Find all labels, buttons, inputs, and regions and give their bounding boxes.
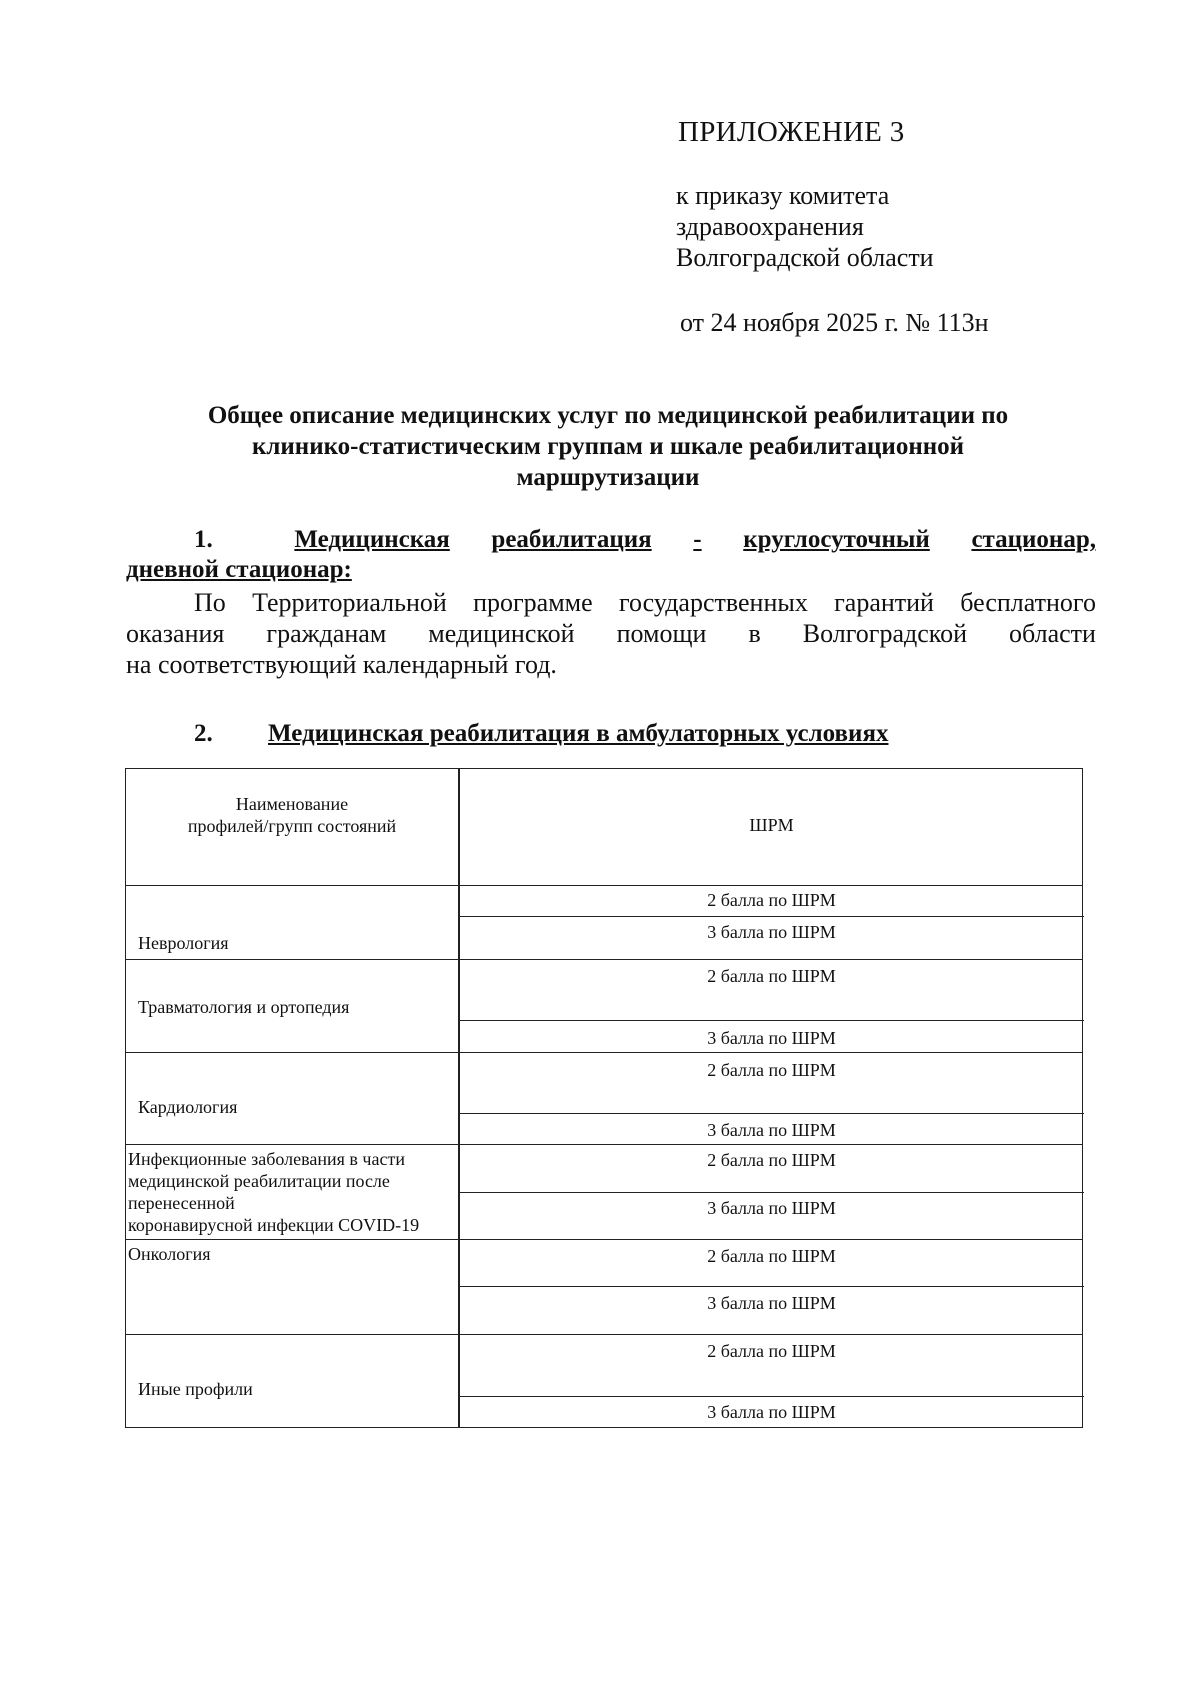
group-name-line: Инфекционные заболевания в части [128,1149,405,1169]
row-divider [459,916,1084,917]
appendix-reference [676,180,934,273]
table-score-cell: 3 балла по ШРМ [707,1293,836,1313]
appendix-reference-line: к приказу комитета [676,181,890,210]
column-header-line: Наименование [235,794,349,814]
row-divider [126,959,1082,960]
table-score-cell: 2 балла по ШРМ [707,1150,836,1170]
paragraph-word: Волгоградской [802,619,967,648]
paragraph-word: программе [473,588,593,617]
table-score-cell: 3 балла по ШРМ [707,922,836,942]
group-name-line: медицинской реабилитации после [128,1171,390,1191]
section-number: 1. [194,526,213,553]
section-2-heading-text: Медицинская реабилитация в амбулаторных условиях [268,720,889,747]
order-date: от 24 ноября 2025 г. № 113н [680,308,989,337]
appendix-reference-line: здравоохранения [676,212,864,241]
document-title-line: клинико-статистическим группам и шкале реабилитационной [251,433,965,460]
paragraph-line: на соответствующий календарный год. [126,650,557,679]
group-name-line: коронавирусной инфекции COVID-19 [128,1215,420,1235]
table-group-name [128,1148,419,1236]
paragraph-word: гарантий [834,588,934,617]
table-group-name: Кардиология [138,1097,238,1117]
section-1-heading-line: дневной стационар: [126,556,352,583]
row-divider [459,1396,1084,1397]
group-name-line: перенесенной [128,1193,235,1213]
table-score-cell: 3 балла по ШРМ [707,1198,836,1218]
section-1-paragraph [126,587,1096,680]
rehabilitation-table [125,768,1083,1428]
section-1-heading-line [126,525,1096,555]
table-group-name: Онкология [128,1244,211,1264]
table-score-cell: 2 балла по ШРМ [707,1341,836,1361]
paragraph-word: государственных [618,588,808,617]
table-group-name: Неврология [138,933,229,953]
row-divider [126,1239,1082,1240]
section-1-heading [126,525,1096,585]
row-divider [126,1334,1082,1335]
row-divider [459,1113,1084,1114]
column-divider [458,769,460,1427]
appendix-title: ПРИЛОЖЕНИЕ 3 [678,116,905,148]
column-header-line: профилей/групп состояний [187,816,397,836]
table-score-cell: 2 балла по ШРМ [707,890,836,910]
row-divider [459,1020,1084,1021]
table-group-name: Иные профили [138,1379,253,1399]
paragraph-word: в [748,619,761,648]
row-divider [126,1052,1082,1053]
row-divider [459,1286,1084,1287]
row-divider [459,1192,1084,1193]
table-score-cell: 3 балла по ШРМ [707,1028,836,1048]
heading-word: - [693,526,702,553]
paragraph-line [126,587,1096,618]
table-score-cell: 3 балла по ШРМ [707,1402,836,1422]
column-header-shrm: ШРМ [749,815,794,835]
section-number: 2. [194,720,213,747]
row-divider [126,1144,1082,1145]
paragraph-word: помощи [616,619,707,648]
paragraph-word: оказания [126,619,225,648]
table-score-cell: 2 балла по ШРМ [707,1246,836,1266]
table-score-cell: 2 балла по ШРМ [707,1060,836,1080]
paragraph-word: По [194,588,226,617]
document-title-line: Общее описание медицинских услуг по медицинской реабилитации по [207,402,1009,429]
table-score-cell: 2 балла по ШРМ [707,966,836,986]
paragraph-word: бесплатного [960,588,1096,617]
heading-word: реабилитация [491,526,652,553]
row-divider [126,885,1082,886]
document-title [120,400,1096,493]
paragraph-word: гражданам [266,619,387,648]
heading-word: Медицинская [294,526,450,553]
appendix-reference-line: Волгоградской области [676,243,934,272]
paragraph-word: медицинской [428,619,575,648]
paragraph-line [126,618,1096,649]
heading-word: стационар, [971,526,1096,553]
table-group-name: Травматология и ортопедия [138,997,350,1017]
paragraph-word: области [1009,619,1096,648]
column-header-name [126,793,458,837]
paragraph-word: Территориальной [252,588,447,617]
section-2-heading [194,720,888,748]
document-title-line: маршрутизации [516,464,700,491]
heading-word: круглосуточный [743,526,930,553]
table-score-cell: 3 балла по ШРМ [707,1120,836,1140]
